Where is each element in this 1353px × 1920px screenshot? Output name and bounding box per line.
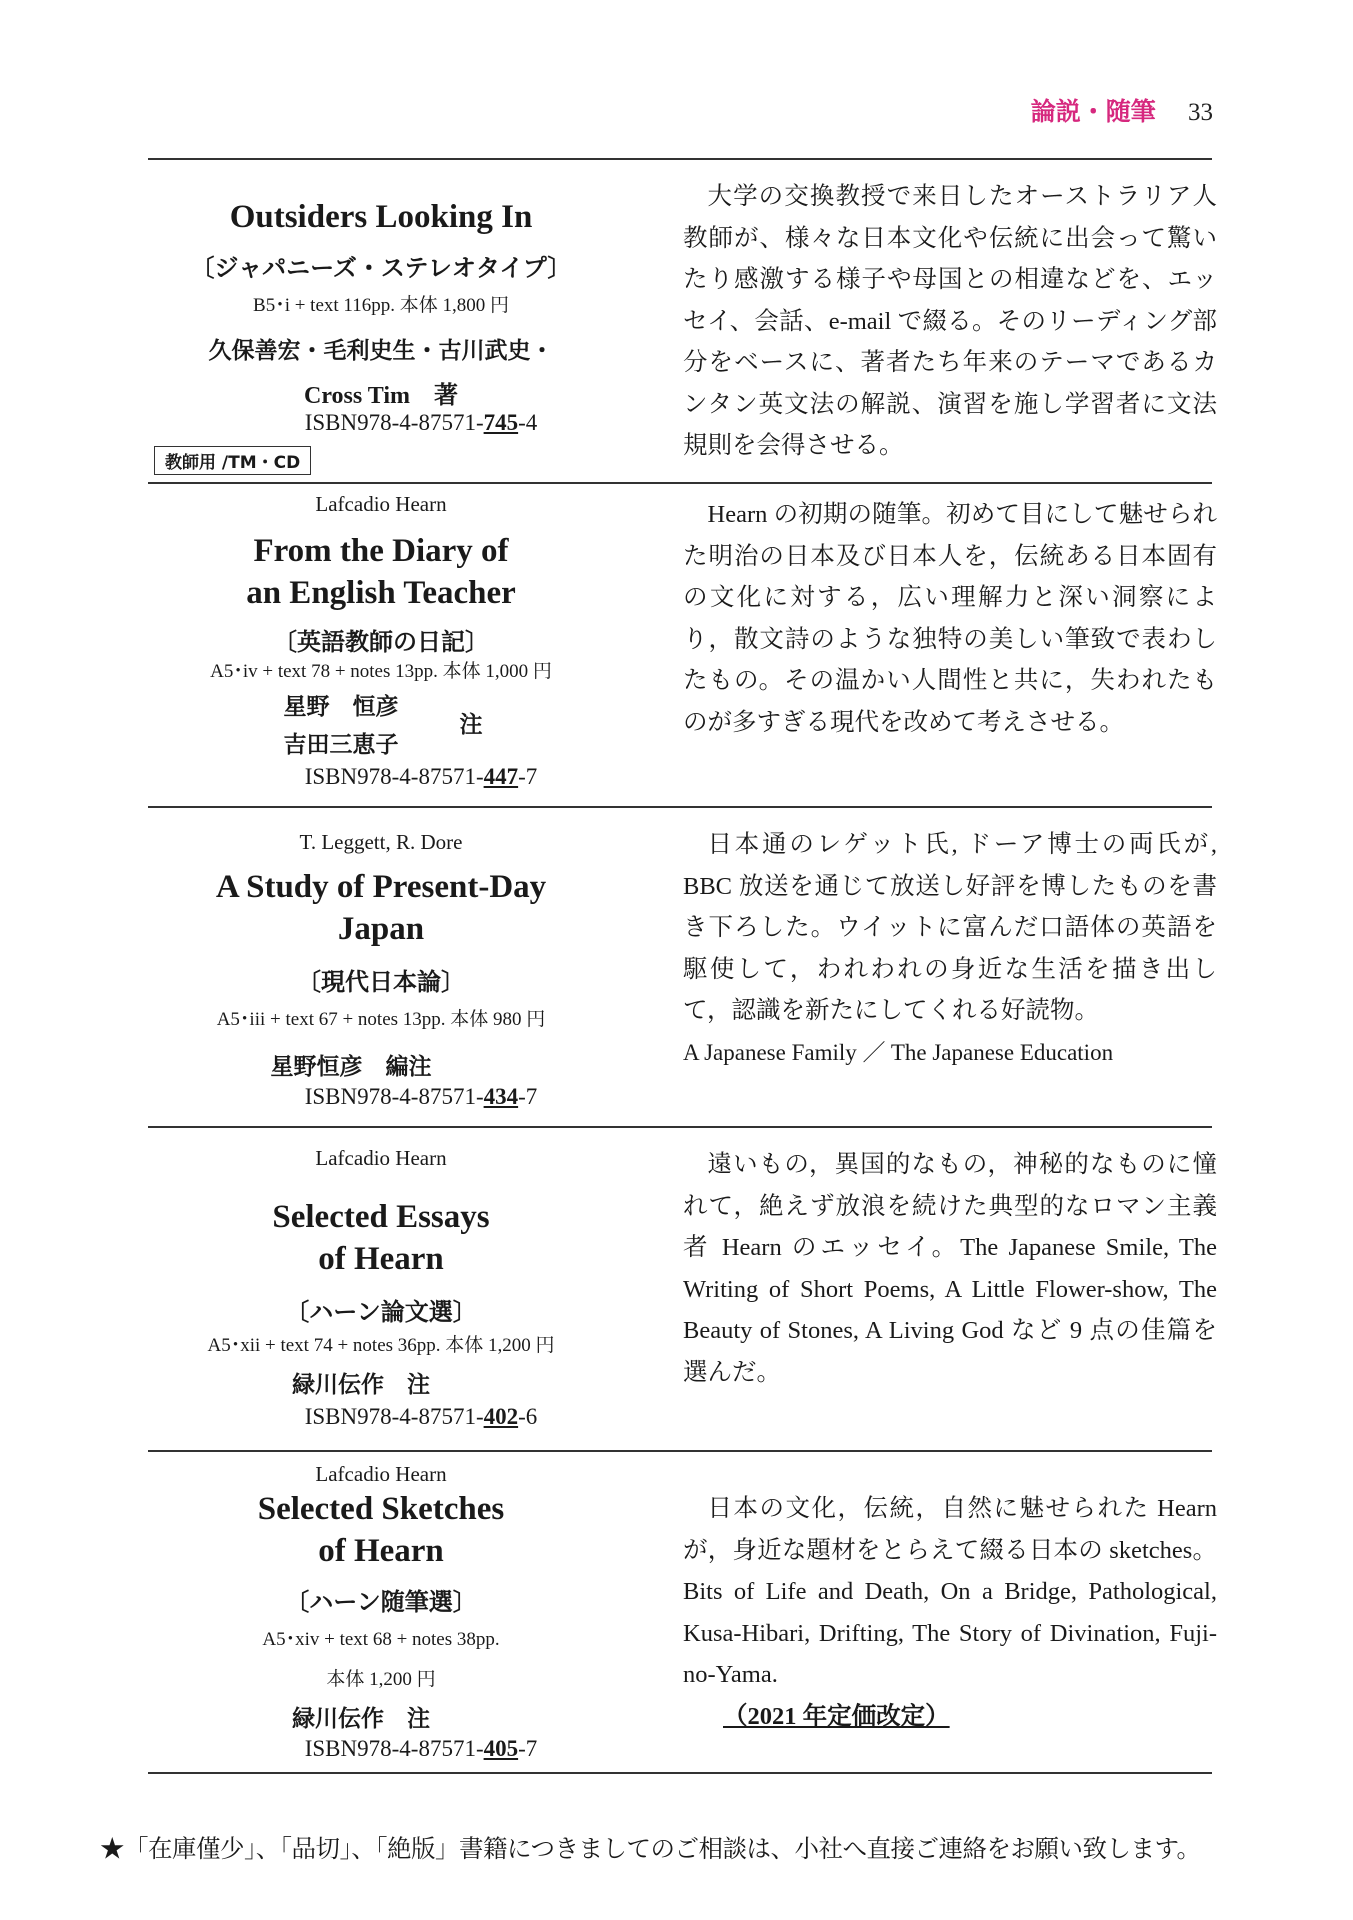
- book-contents: A Japanese Family ／ The Japanese Education: [683, 1039, 1114, 1065]
- book-title-line2: an English Teacher: [246, 575, 516, 611]
- isbn: ISBN978-4-87571-434-7: [304, 1084, 538, 1109]
- book-jp-title: 〔ハーン随筆選〕: [285, 1588, 477, 1616]
- book-jp-title: 〔現代日本論〕: [297, 968, 465, 996]
- book-description: 日本通のレゲット氏, ドーア博士の両氏が, BBC 放送を通じて放送し好評を博したものを書き下ろした。ウイットに富んだ口語体の英語を駆使して，われわれの身近な生活を描き出して，認識を新たにしてくれる好読物。 A Japanese Family ／ The Japanese Education: [683, 824, 1217, 1073]
- book-entry: [148, 806, 1217, 1126]
- isbn: ISBN978-4-87571-745-4: [304, 410, 538, 435]
- book-jp-title: 〔ジャパニーズ・ステレオタイプ〕: [190, 254, 572, 282]
- book-entry: [148, 158, 1217, 482]
- book-entry: [148, 1126, 1217, 1450]
- page-number: 33: [1188, 99, 1213, 126]
- price-revision-note: （2021 年定価改定）: [723, 1702, 950, 1730]
- book-jp-title: 〔ハーン論文選〕: [285, 1298, 477, 1326]
- book-title-line2: of Hearn: [318, 1241, 444, 1277]
- book-spec: A5･iii + text 67 + notes 13pp. 本体 980 円: [216, 1009, 546, 1030]
- book-author: Lafcadio Hearn: [315, 492, 447, 516]
- book-editor-2: 吉田三恵子: [283, 732, 399, 758]
- book-price: 本体 1,200 円: [326, 1669, 436, 1690]
- book-title-line2: of Hearn: [318, 1533, 444, 1569]
- book-title: Outsiders Looking In: [229, 199, 533, 235]
- book-list: [148, 158, 1217, 1774]
- book-description: 大学の交換教授で来日したオーストラリア人教師が、様々な日本文化や伝統に出会って驚いたり感激する様子や母国との相違などを、エッセイ、会話、e-mail で綴る。そのリーディング部分をベースに、著者たち年来のテーマであるカンタン英文法の解説、演習を施し学習者に文法規則を会得させる。: [683, 183, 1217, 459]
- book-jp-title: 〔英語教師の日記〕: [273, 628, 489, 656]
- book-spec: A5･xiv + text 68 + notes 38pp.: [262, 1629, 500, 1650]
- book-description: 遠いもの，異国的なもの，神秘的なものに憧れて，絶えず放浪を続けた典型的なロマン主義者 Hearn のエッセイ。The Japanese Smile, The Writing of Short Poems, A Little Flower-show, The Beauty of Stones, A Living God など 9 点の佳篇を選んだ。: [683, 1151, 1217, 1386]
- teacher-material-badge: 教師用 /TM・CD: [154, 446, 311, 475]
- book-editor-1: 星野 恒彦: [283, 694, 399, 720]
- book-spec: A5･iv + text 78 + notes 13pp. 本体 1,000 円: [210, 661, 552, 682]
- book-editor: 緑川伝作 注: [292, 1372, 430, 1398]
- book-editor: 緑川伝作 注: [292, 1706, 430, 1732]
- book-spec: B5･i + text 116pp. 本体 1,800 円: [253, 295, 509, 316]
- book-description: 日本の文化，伝統，自然に魅せられた Hearn が，身近な題材をとらえて綴る日本の sketches。Bits of Life and Death, On a Bridge, Pathological, Kusa-Hibari, Drifting, The Story of Divination, Fuji-no-Yama. （2021 年定価改定）: [683, 1488, 1217, 1737]
- book-editor: 星野恒彦 編注: [270, 1054, 432, 1080]
- book-entry: [148, 1450, 1217, 1774]
- book-authors: 久保善宏・毛利史生・古川武史・: [208, 338, 554, 364]
- book-description: Hearn の初期の随筆。初めて目にして魅せられた明治の日本及び日本人を，伝統ある日本固有の文化に対する，広い理解力と深い洞察により，散文詩のような独特の美しい筆致で表わしたもの。その温かい人間性と共に，失われたものが多すぎる現代を改めて考えさせる。: [683, 501, 1217, 736]
- book-title-line1: A Study of Present-Day: [215, 869, 547, 905]
- book-entry: [148, 482, 1217, 806]
- footer-note: ★「在庫僅少」、「品切」、「絶版」書籍につきましてのご相談は、小社へ直接ご連絡をお願い致します。: [100, 1834, 1201, 1863]
- book-title-line2: Japan: [337, 911, 425, 947]
- page-header: [1031, 92, 1213, 128]
- book-authors-2: Cross Tim 著: [303, 383, 459, 409]
- book-title-line1: Selected Sketches: [257, 1491, 505, 1527]
- book-spec: A5･xii + text 74 + notes 36pp. 本体 1,200 円: [207, 1335, 555, 1356]
- book-author: T. Leggett, R. Dore: [299, 830, 463, 854]
- isbn: ISBN978-4-87571-447-7: [304, 764, 538, 789]
- book-author: Lafcadio Hearn: [315, 1146, 447, 1170]
- book-author: Lafcadio Hearn: [315, 1462, 447, 1486]
- section-title: 論説・随筆: [1030, 99, 1156, 126]
- book-title-line1: From the Diary of: [253, 533, 509, 569]
- isbn: ISBN978-4-87571-405-7: [304, 1736, 538, 1761]
- book-title-line1: Selected Essays: [272, 1199, 490, 1235]
- isbn: ISBN978-4-87571-402-6: [304, 1404, 538, 1429]
- book-editor-role: 注: [459, 712, 483, 738]
